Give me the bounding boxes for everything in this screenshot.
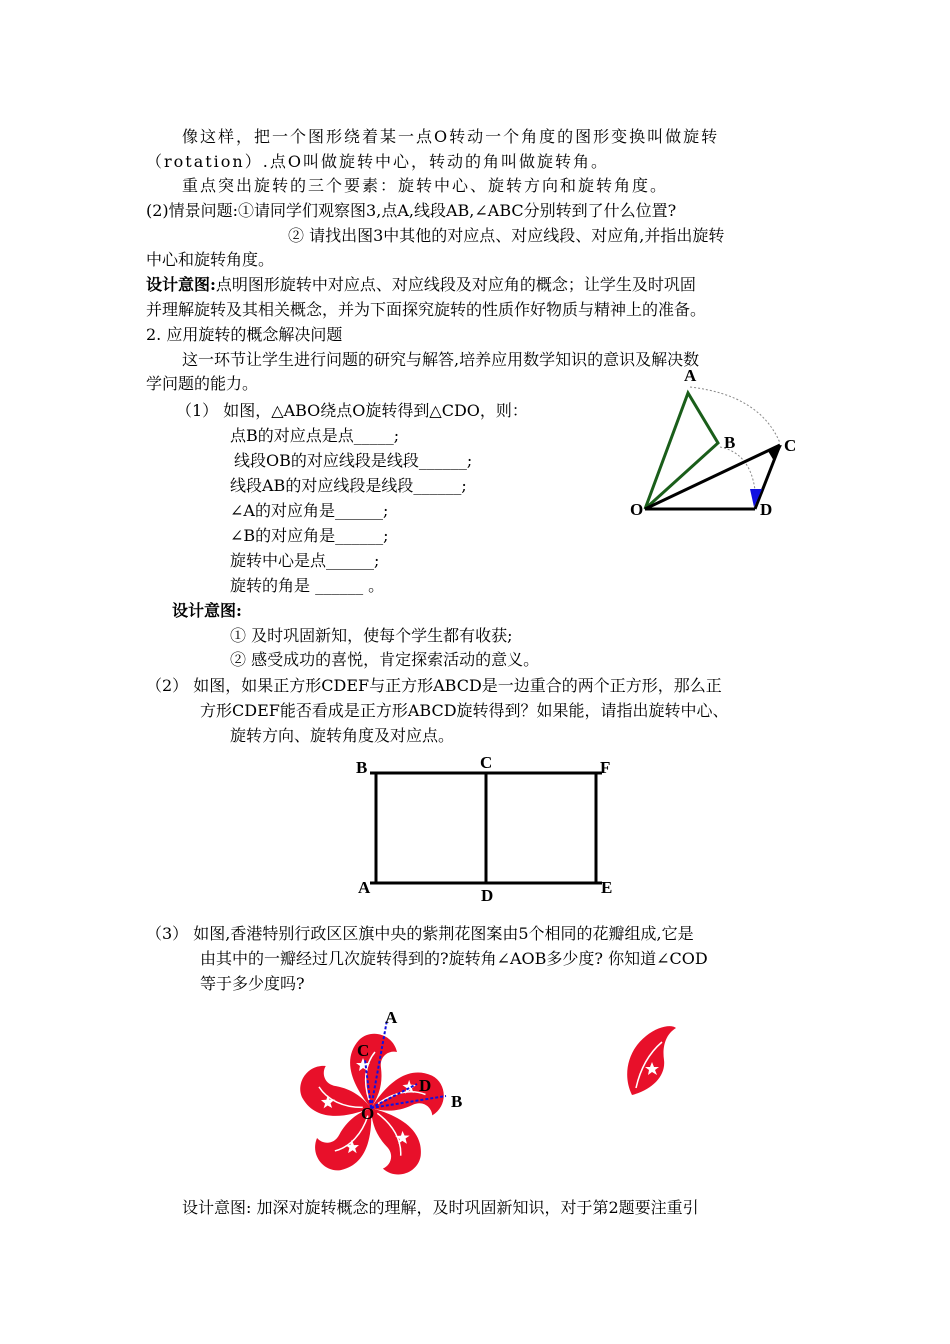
question-3: 等于多少度吗? [200, 974, 305, 993]
question-1-item: 点B的对应点是点_____; [230, 426, 400, 445]
question-1-item: 线段OB的对应线段是线段______; [234, 451, 473, 470]
question-1-item: ∠B的对应角是______; [230, 526, 389, 545]
text-line: 重点突出旋转的三个要素：旋转中心、旋转方向和旋转角度。 [182, 176, 669, 195]
text-line: （rotation）.点O叫做旋转中心，转动的角叫做旋转角。 [146, 152, 609, 171]
question-1-item: ∠A的对应角是______; [230, 501, 389, 520]
bauhinia-flower-figure [296, 1010, 476, 1185]
text-line: 像这样，把一个图形绕着某一点O转动一个角度的图形变换叫做旋转 [182, 127, 720, 146]
text-line: (2)情景问题:①请同学们观察图3,点A,线段AB,∠ABC分别转到了什么位置? [146, 201, 677, 220]
point-label: D [760, 500, 773, 519]
rotation-triangle-figure [620, 365, 810, 525]
point-label: C [357, 1041, 370, 1060]
point-label: O [361, 1104, 375, 1123]
point-label: B [724, 433, 736, 452]
question-1-item: 旋转的角是 ______ 。 [230, 576, 385, 595]
point-label: D [419, 1076, 432, 1095]
design-point: ② 感受成功的喜悦，肯定探索活动的意义。 [230, 650, 540, 669]
question-2: 旋转方向、旋转角度及对应点。 [230, 726, 455, 745]
text-line: 学问题的能力。 [146, 374, 259, 393]
question-2: 方形CDEF能否看成是正方形ABCD旋转得到？如果能，请指出旋转中心、 [200, 701, 729, 720]
design-intent-2: 设计意图: [172, 601, 242, 620]
text-line: 设计意图: 加深对旋转概念的理解，及时巩固新知识，对于第2题要注重引 [182, 1198, 699, 1217]
two-squares-figure [370, 768, 605, 890]
point-label: D [481, 886, 494, 905]
point-label: E [601, 878, 613, 897]
point-label: B [451, 1092, 463, 1111]
design-point: ① 及时巩固新知，使每个学生都有收获; [230, 626, 513, 645]
point-label: A [684, 366, 697, 385]
question-1: （1） 如图，△ABO绕点O旋转得到△CDO，则： [176, 401, 528, 420]
design-intent-1: 设计意图:点明图形旋转中对应点、对应线段及对应角的概念；让学生及时巩固 [146, 275, 696, 294]
question-2: （2） 如图，如果正方形CDEF与正方形ABCD是一边重合的两个正方形，那么正 [146, 676, 722, 695]
section-heading: 2. 应用旋转的概念解决问题 [146, 325, 343, 344]
point-label: C [480, 753, 493, 772]
text-line: 中心和旋转角度。 [146, 250, 275, 269]
text-line: 并理解旋转及其相关概念，并为下面探究旋转的性质作好物质与精神上的准备。 [146, 300, 707, 319]
question-3: 由其中的一瓣经过几次旋转得到的?旋转角∠AOB多少度? 你知道∠COD [200, 949, 708, 968]
question-3: （3） 如图,香港特别行政区区旗中央的紫荆花图案由5个相同的花瓣组成,它是 [146, 924, 694, 943]
point-label: A [358, 878, 371, 897]
question-1-item: 线段AB的对应线段是线段______; [230, 476, 467, 495]
point-label: B [356, 758, 368, 777]
point-label: O [630, 500, 644, 519]
single-petal-figure [622, 1020, 682, 1100]
point-label: F [600, 758, 611, 777]
question-1-item: 旋转中心是点______; [230, 551, 380, 570]
point-label: A [385, 1008, 398, 1027]
text-line: 这一环节让学生进行问题的研究与解答,培养应用数学知识的意识及解决数 [182, 350, 700, 369]
text-line: ② 请找出图3中其他的对应点、对应线段、对应角,并指出旋转 [288, 226, 725, 245]
point-label: C [784, 436, 797, 455]
